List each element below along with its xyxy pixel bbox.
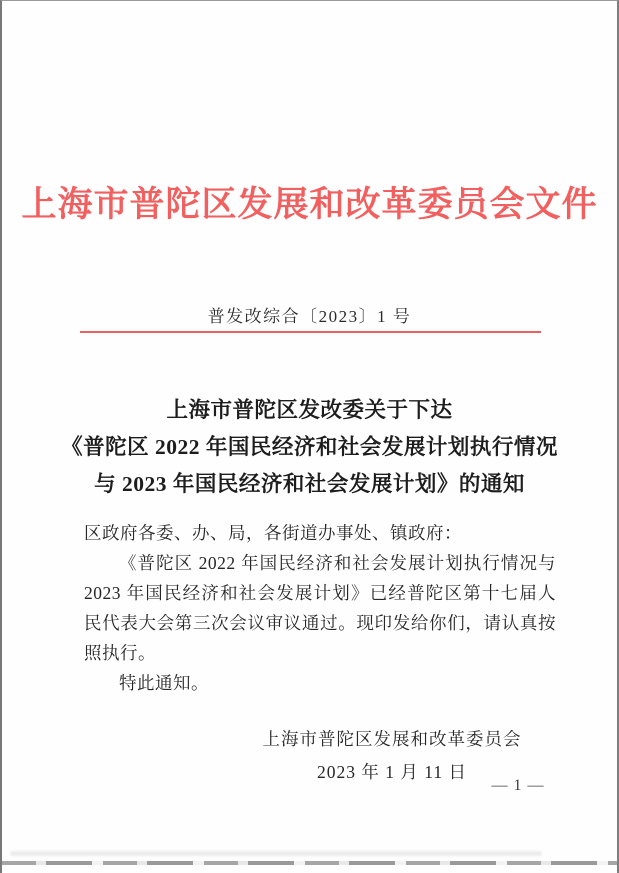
issuing-agency-name: 上海市普陀区发展和改革委员会 [262,729,522,749]
notice-title-line-1: 上海市普陀区发改委关于下达 [166,398,453,422]
body-paragraph-1: 《普陀区 2022 年国民经济和社会发展计划执行情况与 2023 年国民经济和社会发展计划》已经普陀区第十七届人民代表大会第三次会议审议通过。现印发给你们，请认真按照执行。 [84,553,556,663]
issue-date: 2023 年 1 月 11 日 [317,762,467,782]
scan-page-bottom-edge [2,861,617,865]
agency-document-masthead: 上海市普陀区发展和改革委员会文件 [21,185,598,224]
document-reference-number: 普发改综合〔2023〕1 号 [207,307,412,326]
page-number: — 1 — [491,777,545,794]
red-divider-line [80,331,541,333]
notice-title-line-3: 与 2023 年国民经济和社会发展计划》的通知 [94,472,525,496]
notice-body [84,518,556,698]
body-paragraph-2: 特此通知。 [119,673,209,693]
notice-title [2,392,617,503]
scan-shadow-artifact [10,851,542,856]
notice-title-line-2: 《普陀区 2022 年国民经济和社会发展计划执行情况 [61,435,558,459]
salutation-line: 区政府各委、办、局，各街道办事处、镇政府： [84,523,462,543]
